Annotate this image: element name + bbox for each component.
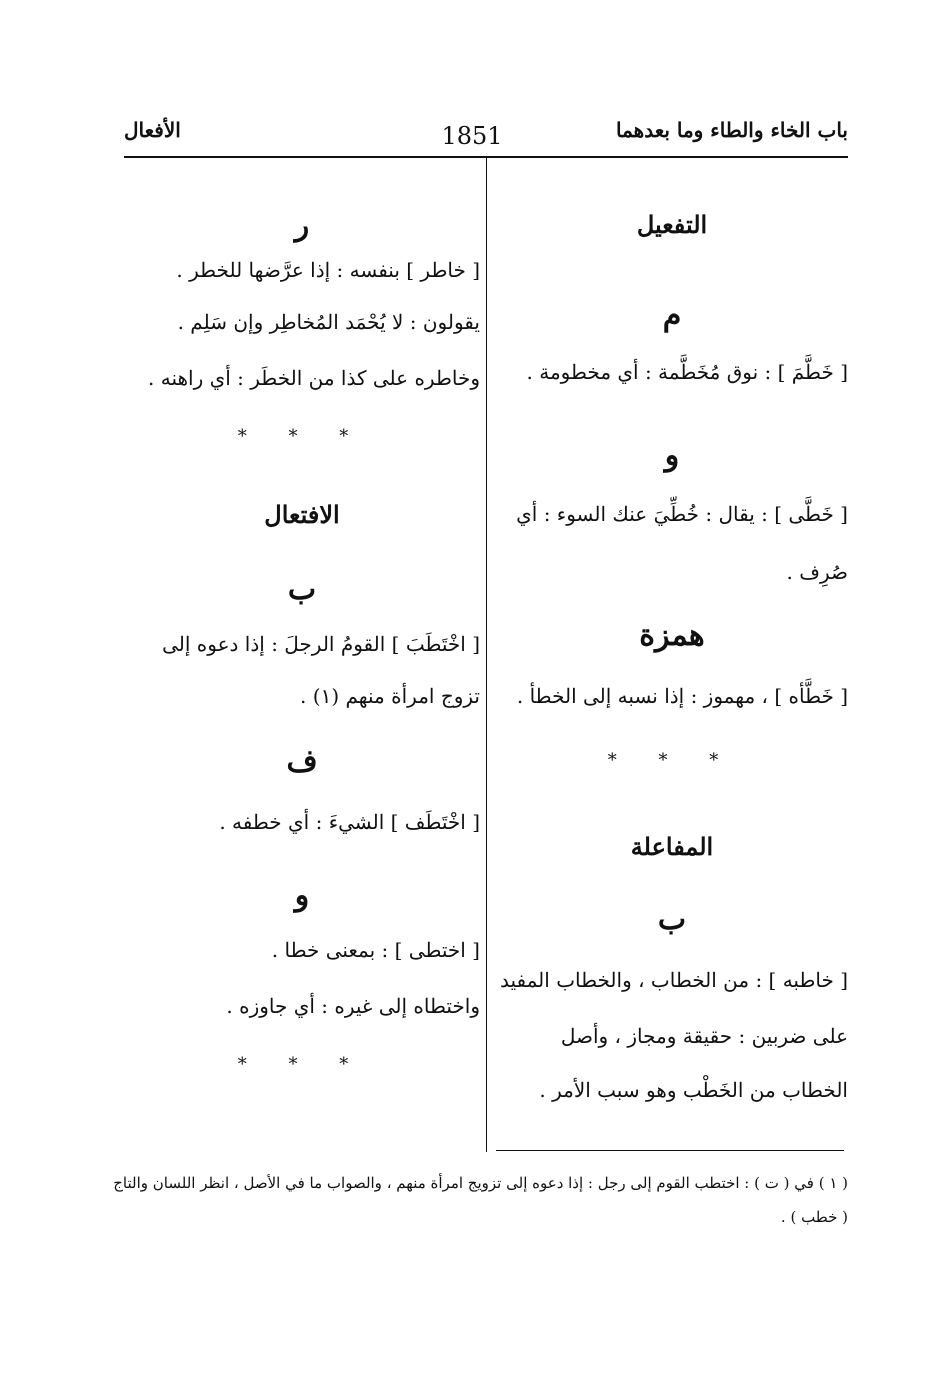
section-separator: * * * [237, 426, 367, 447]
footnote-line: ( خطب ) . [780, 1208, 848, 1226]
section-separator: * * * [237, 1054, 367, 1075]
entry-text: [ اخْتَطَف ] الشيءَ : أي خطفه . [219, 810, 480, 834]
root-letter-heading: و [664, 438, 680, 473]
entry-text: تزوج امرأة منهم (١) . [300, 684, 480, 708]
entry-text: يقولون : لا يُحْمَد المُخاطِر وإن سَلِم . [177, 310, 480, 334]
section-heading: المفاعلة [630, 832, 714, 861]
root-letter-heading: همزة [639, 618, 705, 653]
entry-text: [ اخْتَطَبَ ] القومُ الرجلَ : إذا دعوه إلى [162, 632, 480, 656]
entry-text: واختطاه إلى غيره : أي جاوزه . [226, 994, 480, 1018]
section-heading: الافتعال [264, 500, 340, 529]
running-header-section: الأفعال [124, 118, 181, 142]
entry-text: وخاطره على كذا من الخطَر : أي راهنه . [148, 366, 480, 390]
root-letter-heading: م [662, 298, 682, 333]
entry-text: على ضربين : حقيقة ومجاز ، وأصل [560, 1024, 848, 1048]
page-number: 1851 [441, 122, 503, 150]
entry-text: [ خَطَّمَ ] : نوق مُخَطَّمة : أي مخطومة . [526, 360, 848, 384]
root-letter-heading: ر [294, 208, 310, 243]
footnote-line: ( ١ ) في ( ت ) : اختطب القوم إلى رجل : إذا دعوه إلى تزويج امرأة منهم ، والصواب ما في الأصل ، انظر اللسان والتاج [113, 1174, 848, 1192]
entry-text: [ خَطَّى ] : يقال : خُطِّيَ عنك السوء : أي [516, 502, 848, 526]
root-letter-heading: ب [287, 572, 317, 607]
root-letter-heading: ب [657, 902, 687, 937]
section-separator: * * * [607, 750, 737, 771]
footnote-rule [496, 1150, 844, 1151]
root-letter-heading: و [294, 878, 310, 913]
entry-text: [ خَطَّأه ] ، مهموز : إذا نسبه إلى الخطأ . [516, 684, 848, 708]
column-divider [486, 157, 487, 1152]
entry-text: الخطاب من الخَطْب وهو سبب الأمر . [539, 1078, 848, 1102]
root-letter-heading: ف [286, 744, 318, 779]
entry-text: صُرِف . [786, 560, 848, 584]
running-header-chapter: باب الخاء والطاء وما بعدهما [616, 118, 848, 142]
entry-text: [ خاطر ] بنفسه : إذا عرَّضها للخطر . [176, 258, 480, 282]
entry-text: [ خاطبه ] : من الخطاب ، والخطاب المفيد [499, 968, 848, 992]
entry-text: [ اختطى ] : بمعنى خطا . [271, 938, 480, 962]
section-heading: التفعيل [636, 210, 708, 239]
footnote [108, 1166, 848, 1234]
